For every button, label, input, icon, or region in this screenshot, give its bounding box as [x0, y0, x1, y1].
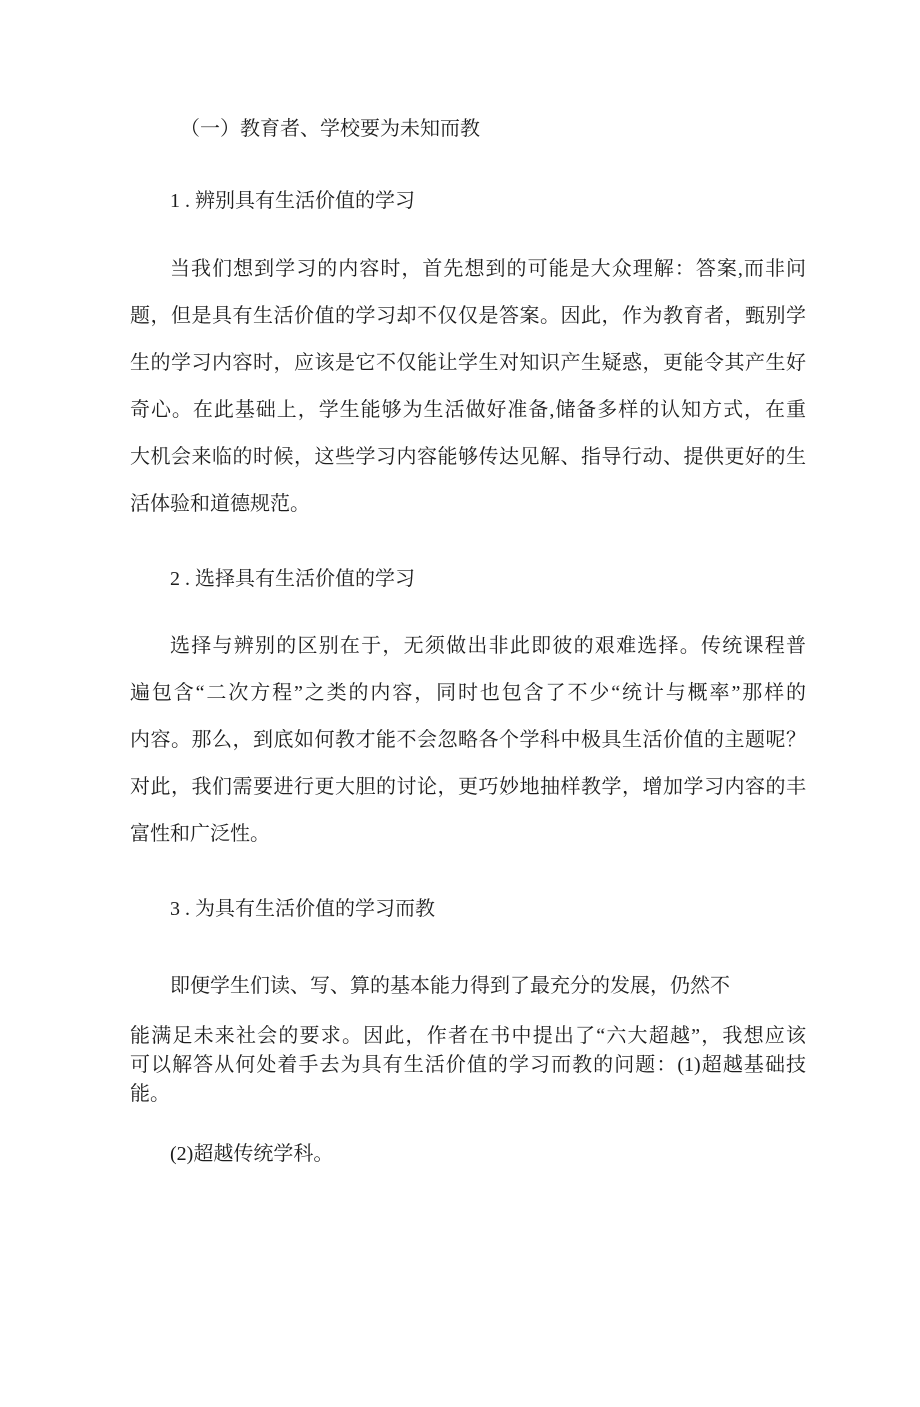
paragraph-3-first-line — [130, 963, 806, 1010]
paragraph-line: 可以解答从何处着手去为具有生活价值的学习而教的问题：(1)超越基础技 — [130, 1054, 806, 1076]
paragraph-line: 遍包含“二次方程”之类的内容，同时也包含了不少“统计与概率”那样的 — [130, 682, 806, 704]
paragraph-line: 奇心。在此基础上，学生能够为生活做好准备,储备多样的认知方式，在重 — [130, 399, 806, 421]
item-2-heading: 2 . 选择具有生活价值的学习 — [170, 568, 415, 590]
paragraph-4: (2)超越传统学科。 — [170, 1143, 334, 1165]
paragraph-line: 题，但是具有生活价值的学习却不仅仅是答案。因此，作为教育者，甄别学 — [130, 305, 806, 327]
paragraph-line: 对此，我们需要进行更大胆的讨论，更巧妙地抽样教学，增加学习内容的丰 — [130, 776, 806, 798]
item-3-heading: 3 . 为具有生活价值的学习而教 — [170, 898, 435, 920]
paragraph-line: 内容。那么，到底如何教才能不会忽略各个学科中极具生活价值的主题呢？ — [130, 729, 806, 751]
document-page — [0, 106, 920, 1407]
paragraph-line: 生的学习内容时，应该是它不仅能让学生对知识产生疑惑，更能令其产生好 — [130, 352, 806, 374]
paragraph-line: 即便学生们读、写、算的基本能力得到了最充分的发展，仍然不 — [170, 975, 730, 997]
paragraph-line: 当我们想到学习的内容时，首先想到的可能是大众理解：答案,而非问 — [170, 258, 806, 280]
paragraph-line: 选择与辨别的区别在于，无须做出非此即彼的艰难选择。传统课程普 — [170, 635, 806, 657]
paragraph-2 — [130, 623, 806, 858]
paragraph-1 — [130, 246, 806, 528]
document-body — [130, 106, 806, 1178]
paragraph-line: 能满足未来社会的要求。因此，作者在书中提出了“六大超越”，我想应该 — [130, 1025, 806, 1047]
item-1-heading: 1 . 辨别具有生活价值的学习 — [170, 190, 415, 212]
paragraph-3-continuation — [130, 1022, 806, 1109]
paragraph-line: 活体验和道德规范。 — [130, 493, 310, 515]
paragraph-line: 大机会来临的时候，这些学习内容能够传达见解、指导行动、提供更好的生 — [130, 446, 806, 468]
section-heading: （一）教育者、学校要为未知而教 — [180, 118, 480, 140]
paragraph-line: 富性和广泛性。 — [130, 823, 270, 845]
paragraph-line: 能。 — [130, 1083, 170, 1105]
